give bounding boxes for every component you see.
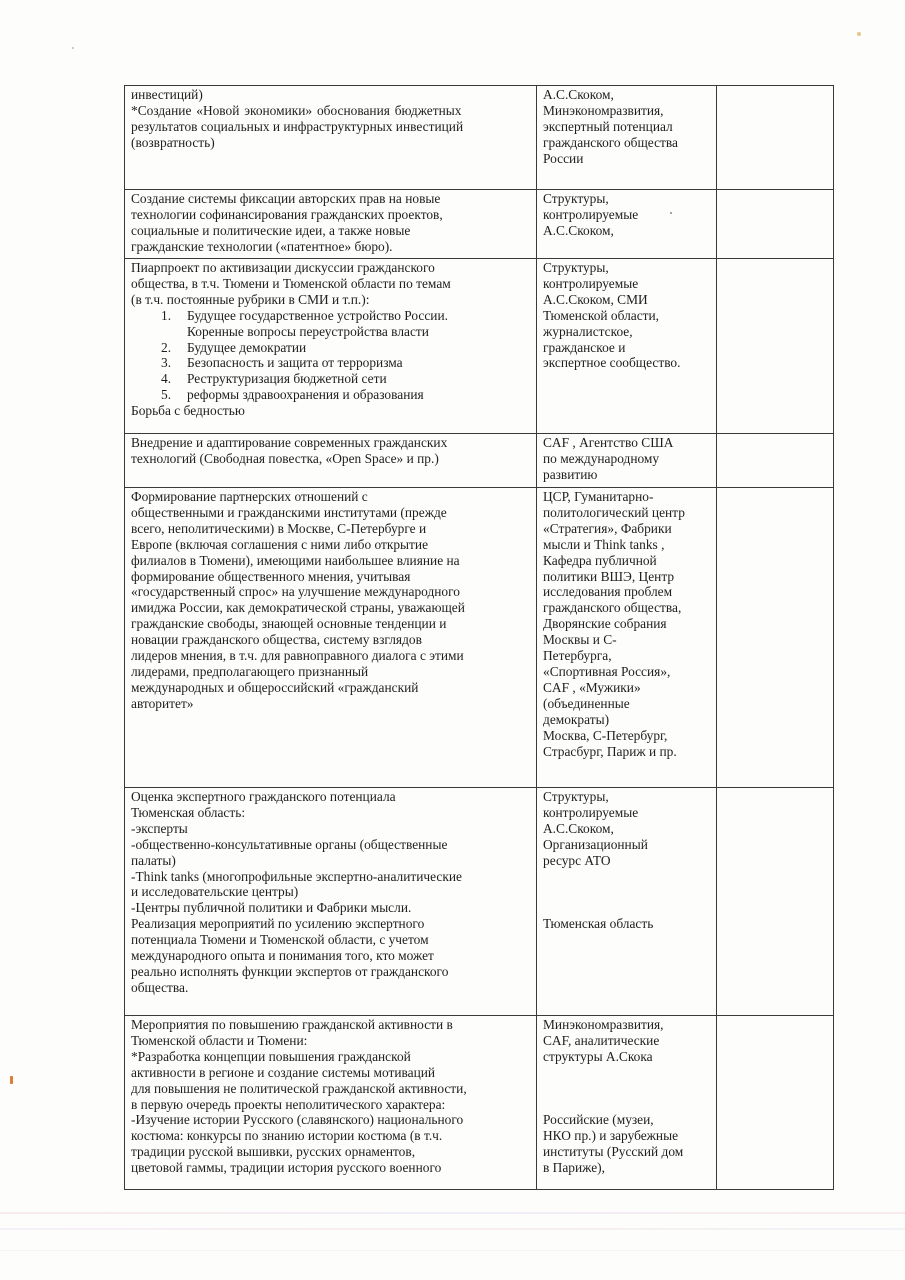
responsible-line: ЦСР, Гуманитарно- xyxy=(543,489,654,504)
action-line: имиджа России, как демократической страны, уважающей xyxy=(131,600,465,616)
action-line: -Think tanks (многопрофильные экспертно-аналитические xyxy=(131,868,462,884)
responsible-cell xyxy=(537,434,717,488)
responsible-line: Страсбург, Париж и пр. xyxy=(543,743,677,759)
action-line: технологий (Свободная повестка, «Open Space» и пр.) xyxy=(131,450,439,466)
responsible-line: Кафедра публичной xyxy=(543,552,657,568)
empty-cell xyxy=(717,788,834,1016)
action-cell xyxy=(125,788,537,1016)
responsible-cell xyxy=(537,788,717,1016)
table-row xyxy=(125,788,834,1016)
table-row xyxy=(125,190,834,259)
list-item: Коренные вопросы переустройства власти xyxy=(187,323,429,339)
responsible-line: Тюменская область xyxy=(543,916,654,932)
responsible-line: в Париже), xyxy=(543,1160,605,1176)
table-row xyxy=(125,259,834,434)
action-cell xyxy=(125,488,537,788)
action-line: общества, в т.ч. Тюмени и Тюменской области по темам xyxy=(131,275,451,291)
action-line: инвестиций) xyxy=(131,87,203,102)
responsible-line: CAF , «Мужики» xyxy=(543,679,641,695)
action-line: *Создание «Новой экономики» обоснования бюджетных xyxy=(131,102,462,118)
scan-streak xyxy=(0,1228,905,1230)
scan-speck xyxy=(10,1076,13,1084)
responsible-line: А.С.Скоком, xyxy=(543,222,614,238)
action-cell xyxy=(125,434,537,488)
action-line: потенциала Тюмени и Тюменской области, с учетом xyxy=(131,932,429,948)
scan-streak xyxy=(0,1212,905,1214)
table-row xyxy=(125,434,834,488)
action-line: всего, неполитическими) в Москве, С-Петербурге и xyxy=(131,520,427,536)
responsible-line: Структуры, xyxy=(543,260,609,275)
table-row xyxy=(125,86,834,190)
action-line: социальные и политические идеи, а также новые xyxy=(131,222,411,238)
action-line: авторитет» xyxy=(131,695,194,711)
action-line: международного опыта и понимания того, кто может xyxy=(131,948,434,964)
action-cell xyxy=(125,86,537,190)
action-line: Реализация мероприятий по усилению экспертного xyxy=(131,916,425,932)
responsible-line: по международному xyxy=(543,450,660,466)
table-row xyxy=(125,1016,834,1190)
empty-cell xyxy=(717,488,834,788)
action-line: (в т.ч. постоянные рубрики в СМИ и т.п.): xyxy=(131,291,370,307)
responsible-line: экспертное сообщество. xyxy=(543,355,681,371)
action-line: костюма: конкурсы по знанию истории костюма (в т.ч. xyxy=(131,1128,443,1144)
empty-cell xyxy=(717,86,834,190)
action-line: Создание системы фиксации авторских прав на новые xyxy=(131,191,441,206)
action-line: -Центры публичной политики и Фабрики мысли. xyxy=(131,900,412,916)
responsible-line: контролируемые xyxy=(543,275,639,291)
responsible-cell xyxy=(537,488,717,788)
scan-speck xyxy=(857,32,861,36)
responsible-cell xyxy=(537,190,717,259)
responsible-line: журналистское, xyxy=(543,323,633,339)
action-line: филиалов в Тюмени), имеющими наибольшее влияние на xyxy=(131,552,460,568)
table-row xyxy=(125,488,834,788)
list-item: 3. Безопасность и защита от терроризма xyxy=(161,355,403,371)
action-line: Оценка экспертного гражданского потенциала xyxy=(131,789,396,804)
responsible-line: Дворянские собрания xyxy=(543,616,667,632)
responsible-line: мысли и Think tanks , xyxy=(543,536,665,552)
responsible-line: А.С.Скоком, xyxy=(543,87,614,102)
responsible-line: «Спортивная Россия», xyxy=(543,663,671,679)
action-line: Мероприятия по повышению гражданской активности в xyxy=(131,1017,453,1032)
responsible-line: ресурс АТО xyxy=(543,852,611,868)
responsible-line: гражданское и xyxy=(543,339,626,355)
responsible-line: Структуры, xyxy=(543,191,609,206)
list-item: 4. Реструктуризация бюджетной сети xyxy=(161,371,387,387)
action-line: в первую очередь проекты неполитического характера: xyxy=(131,1096,446,1112)
action-line: активности в регионе и создание системы мотиваций xyxy=(131,1064,436,1080)
responsible-line: Организационный xyxy=(543,836,648,852)
action-line: общественными и гражданскими институтами (прежде xyxy=(131,504,447,520)
responsible-line: А.С.Скоком, СМИ xyxy=(543,291,648,307)
responsible-line: «Стратегия», Фабрики xyxy=(543,520,672,536)
responsible-line: развитию xyxy=(543,466,598,482)
action-line: формирование общественного мнения, учитывая xyxy=(131,568,411,584)
action-line: результатов социальных и инфраструктурных инвестиций xyxy=(131,118,464,134)
responsible-line: контролируемые xyxy=(543,206,639,222)
action-line: гражданские технологии («патентное» бюро). xyxy=(131,238,393,254)
action-cell xyxy=(125,259,537,434)
scan-streak xyxy=(0,1250,905,1251)
responsible-line: политологический центр xyxy=(543,504,685,520)
action-line: «государственный спрос» на улучшение международного xyxy=(131,584,460,600)
responsible-cell xyxy=(537,86,717,190)
action-line: (возвратность) xyxy=(131,134,215,150)
responsible-line: России xyxy=(543,150,584,166)
empty-cell xyxy=(717,259,834,434)
action-line: -Изучение истории Русского (славянского) национального xyxy=(131,1112,464,1128)
list-item: 2. Будущее демократии xyxy=(161,339,307,355)
action-line: традиции русской вышивки, русских орнаментов, xyxy=(131,1144,416,1160)
action-line: гражданские свободы, знающей основные тенденции и xyxy=(131,616,447,632)
action-line: общества. xyxy=(131,979,189,995)
action-line: Тюменская область: xyxy=(131,804,246,820)
list-item: 5. реформы здравоохранения и образования xyxy=(161,387,424,403)
responsible-line: Структуры, xyxy=(543,789,609,804)
action-line: и исследовательские центры) xyxy=(131,884,299,900)
action-line: Формирование партнерских отношений с xyxy=(131,489,368,504)
action-line: новации гражданского общества, систему взглядов xyxy=(131,632,422,648)
list-item: 1. Будущее государственное устройство России. xyxy=(161,307,448,323)
responsible-line: исследования проблем xyxy=(543,584,673,600)
responsible-line: экспертный потенциал xyxy=(543,118,673,134)
responsible-line: Минэкономразвития, xyxy=(543,1017,664,1032)
empty-cell xyxy=(717,1016,834,1190)
action-line: лидерами, предполагающего признанный xyxy=(131,663,369,679)
responsible-line: структуры А.Скока xyxy=(543,1048,653,1064)
topics-list xyxy=(131,308,532,403)
responsible-line: Минэкономразвития, xyxy=(543,102,664,118)
responsible-line: политики ВШЭ, Центр xyxy=(543,568,675,584)
action-line: технологии софинансирования гражданских проектов, xyxy=(131,206,443,222)
empty-cell xyxy=(717,190,834,259)
action-line: Пиарпроект по активизации дискуссии гражданского xyxy=(131,260,435,275)
responsible-line: (объединенные xyxy=(543,695,630,711)
responsible-cell xyxy=(537,259,717,434)
scan-speck xyxy=(72,47,74,49)
action-plan-table xyxy=(124,85,834,1190)
action-line: Борьба с бедностью xyxy=(131,403,245,419)
responsible-line: контролируемые xyxy=(543,804,639,820)
responsible-line: Петербурга, xyxy=(543,648,612,664)
action-line: Тюменской области и Тюмени: xyxy=(131,1032,308,1048)
responsible-line: демократы) xyxy=(543,711,610,727)
responsible-line: Российские (музеи, xyxy=(543,1112,654,1128)
responsible-line: Тюменской области, xyxy=(543,307,660,323)
action-line: Внедрение и адаптирование современных гражданских xyxy=(131,435,448,450)
responsible-cell xyxy=(537,1016,717,1190)
responsible-line: CAF , Агентство США xyxy=(543,435,674,450)
responsible-line: CAF, аналитические xyxy=(543,1032,660,1048)
responsible-line: институты (Русский дом xyxy=(543,1144,684,1160)
responsible-line: А.С.Скоком, xyxy=(543,820,614,836)
action-line: для повышения не политической гражданской активности, xyxy=(131,1080,467,1096)
empty-cell xyxy=(717,434,834,488)
action-line: международных и общероссийский «гражданский xyxy=(131,679,419,695)
action-cell xyxy=(125,190,537,259)
action-line: цветовой гаммы, традиции история русского военного xyxy=(131,1160,442,1176)
responsible-line: Москва, С-Петербург, xyxy=(543,727,668,743)
action-line: -общественно-консультативные органы (общественные xyxy=(131,836,448,852)
responsible-line: гражданского общества, xyxy=(543,600,682,616)
responsible-line: НКО пр.) и зарубежные xyxy=(543,1128,679,1144)
action-line: палаты) xyxy=(131,852,176,868)
action-cell xyxy=(125,1016,537,1190)
action-line: -эксперты xyxy=(131,820,188,836)
action-line: лидеров мнения, в т.ч. для равноправного диалога с этими xyxy=(131,648,464,664)
action-line: реально исполнять функции экспертов от гражданского xyxy=(131,963,449,979)
responsible-line: Москвы и С- xyxy=(543,632,617,648)
action-line: *Разработка концепции повышения гражданской xyxy=(131,1048,411,1064)
action-line: Европе (включая соглашения с ними либо открытие xyxy=(131,536,429,552)
responsible-line: гражданского общества xyxy=(543,134,678,150)
